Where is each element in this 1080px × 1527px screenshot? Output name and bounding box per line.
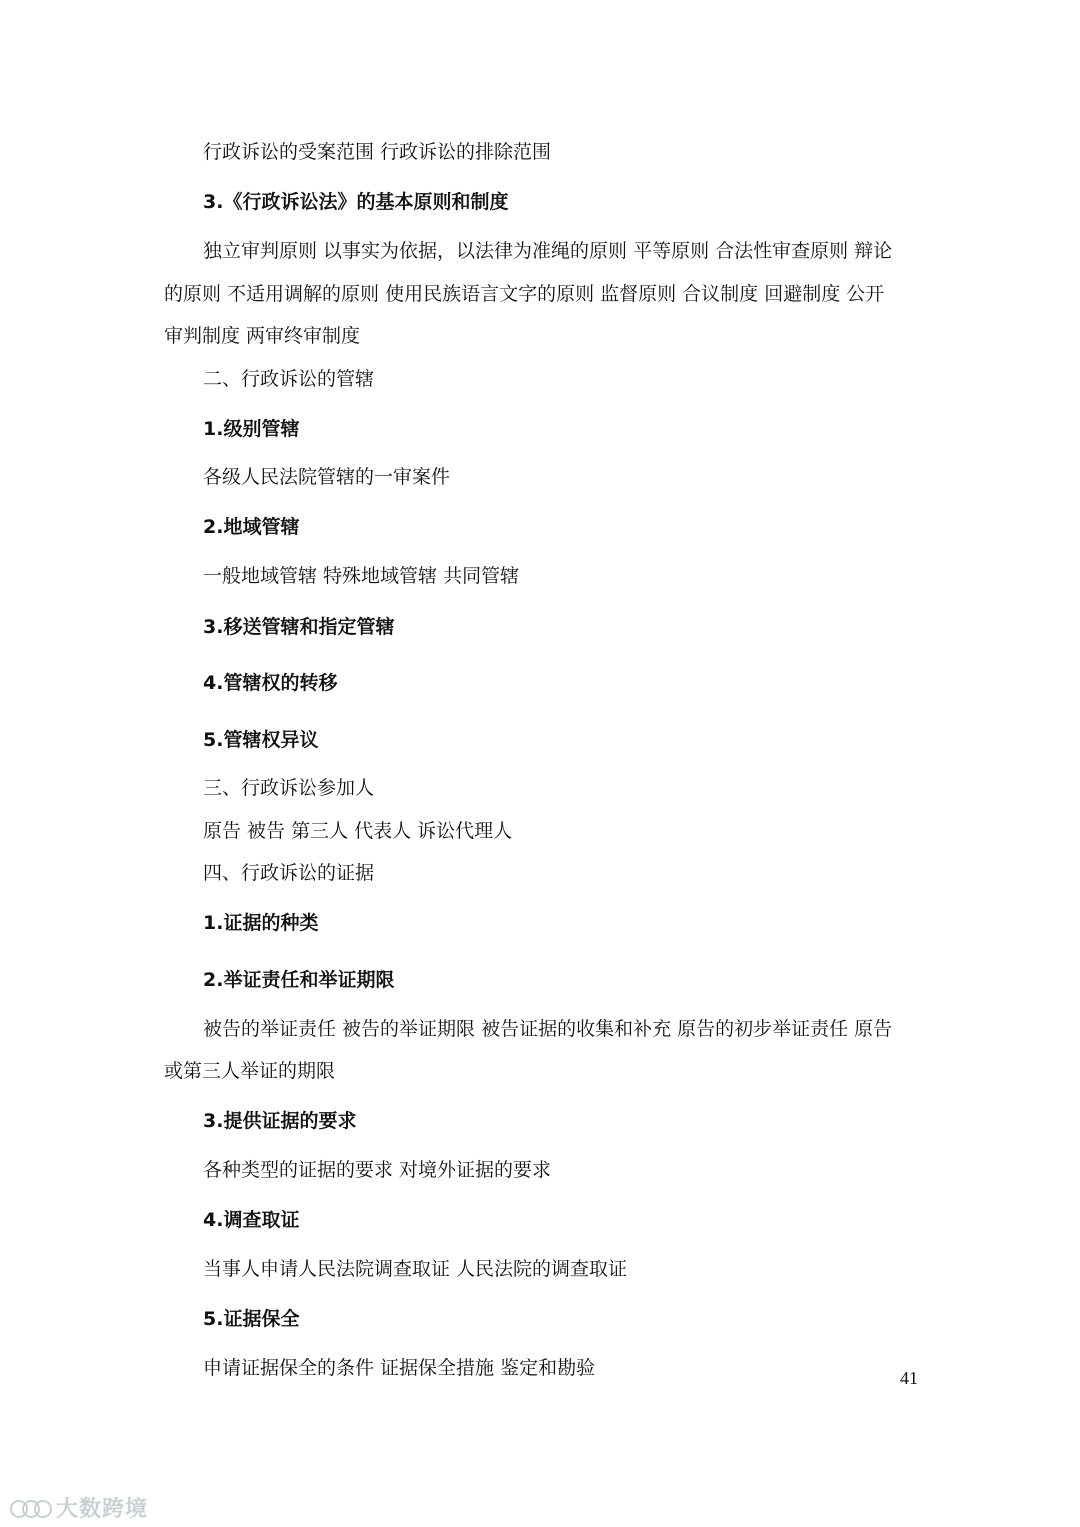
text-line: 各种类型的证据的要求 对境外证据的要求 — [203, 1159, 552, 1181]
section-heading: 4.调查取证 — [203, 1209, 300, 1231]
text-line: 申请证据保全的条件 证据保全措施 鉴定和勘验 — [203, 1357, 596, 1379]
section-heading: 4.管辖权的转移 — [203, 672, 338, 694]
watermark — [10, 1492, 148, 1523]
section-heading: 2.举证责任和举证期限 — [203, 969, 395, 991]
section-heading: 1.级别管辖 — [203, 418, 300, 440]
text-line: 原告 被告 第三人 代表人 诉讼代理人 — [203, 820, 513, 842]
chapter-heading: 二、行政诉讼的管辖 — [203, 368, 375, 390]
text-line: 一般地域管辖 特殊地域管辖 共同管辖 — [203, 565, 520, 587]
section-heading: 5.管辖权异议 — [203, 729, 319, 751]
text-line: 的原则 不适用调解的原则 使用民族语言文字的原则 监督原则 合议制度 回避制度 公开 — [164, 283, 885, 305]
text-line: 审判制度 两审终审制度 — [164, 325, 361, 347]
watermark-text: 大数跨境 — [56, 1497, 149, 1522]
text-line: 当事人申请人民法院调查取证 人民法院的调查取证 — [203, 1258, 628, 1280]
section-heading: 3.移送管辖和指定管辖 — [203, 616, 395, 638]
section-heading: 3.《行政诉讼法》的基本原则和制度 — [203, 191, 509, 213]
text-line: 被告的举证责任 被告的举证期限 被告证据的收集和补充 原告的初步举证责任 原告 — [203, 1018, 893, 1040]
section-heading: 5.证据保全 — [203, 1308, 300, 1330]
section-heading: 1.证据的种类 — [203, 912, 319, 934]
watermark-logo-icon — [10, 1496, 50, 1520]
section-heading: 2.地域管辖 — [203, 516, 300, 538]
chapter-heading: 四、行政诉讼的证据 — [203, 862, 375, 884]
chapter-heading: 三、行政诉讼参加人 — [203, 777, 375, 799]
page-number: 41 — [900, 1368, 918, 1388]
text-line: 独立审判原则 以事实为依据，以法律为准绳的原则 平等原则 合法性审查原则 辩论 — [203, 240, 893, 262]
section-heading: 3.提供证据的要求 — [203, 1110, 357, 1132]
text-line: 或第三人举证的期限 — [164, 1060, 336, 1082]
text-line: 各级人民法院管辖的一审案件 — [203, 466, 451, 488]
text-line: 行政诉讼的受案范围 行政诉讼的排除范围 — [203, 141, 552, 163]
